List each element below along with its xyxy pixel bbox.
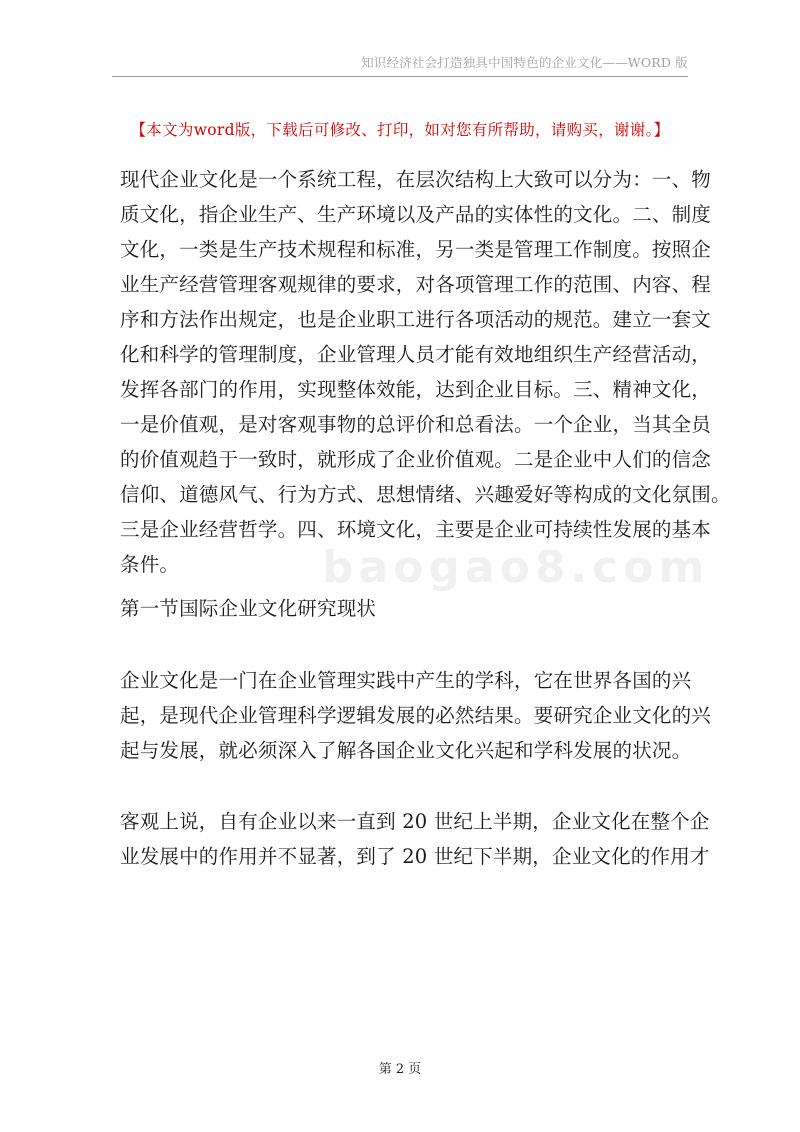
- paragraph-line: 起与发展，就必须深入了解各国企业文化兴起和学科发展的状况。: [120, 739, 692, 762]
- paragraph-line: 序和方法作出规定，也是企业职工进行各项活动的规范。建立一套文: [120, 308, 712, 331]
- paragraph-line: 三是企业经营哲学。四、环境文化，主要是企业可持续性发展的基本: [120, 518, 712, 541]
- watermark: baogao8.com: [322, 542, 710, 593]
- paragraph-line: 现代企业文化是一个系统工程，在层次结构上大致可以分为：一、物: [120, 168, 712, 191]
- paragraph-line: 的价值观趋于一致时，就形成了企业价值观。二是企业中人们的信念: [120, 448, 712, 471]
- paragraph-line: 化和科学的管理制度，企业管理人员才能有效地组织生产经营活动，: [120, 343, 712, 366]
- paragraph-line: 文化，一类是生产技术规程和标准，另一类是管理工作制度。按照企: [120, 238, 712, 261]
- paragraph-line: 条件。: [120, 553, 180, 576]
- page-header: [112, 50, 688, 77]
- paragraph-line: 一是价值观，是对客观事物的总评价和总看法。一个企业，当其全员: [120, 413, 712, 436]
- paragraph-line: 客观上说，自有企业以来一直到 20 世纪上半期，企业文化在整个企: [120, 810, 710, 833]
- paragraph-line: 质文化，指企业生产、生产环境以及产品的实体性的文化。二、制度: [120, 203, 712, 226]
- paragraph-line: 起，是现代企业管理科学逻辑发展的必然结果。要研究企业文化的兴: [120, 704, 712, 727]
- header-title: 知识经济社会打造独具中国特色的企业文化——WORD 版: [361, 55, 688, 70]
- paragraph-line: 业发展中的作用并不显著，到了 20 世纪下半期，企业文化的作用才: [120, 845, 710, 868]
- page-number: 第 2 页: [378, 1062, 422, 1077]
- section-heading: 第一节国际企业文化研究现状: [120, 597, 377, 620]
- purchase-notice: 【本文为word版，下载后可修改、打印，如对您有所帮助，请购买，谢谢。】: [130, 121, 670, 139]
- paragraph-line: 发挥各部门的作用，实现整体效能，达到企业目标。三、精神文化，: [120, 378, 712, 401]
- paragraph-line: 信仰、道德风气、行为方式、思想情绪、兴趣爱好等构成的文化氛围。: [120, 483, 731, 506]
- paragraph-line: 业生产经营管理客观规律的要求，对各项管理工作的范围、内容、程: [120, 273, 712, 296]
- paragraph-line: 企业文化是一门在企业管理实践中产生的学科，它在世界各国的兴: [120, 669, 692, 692]
